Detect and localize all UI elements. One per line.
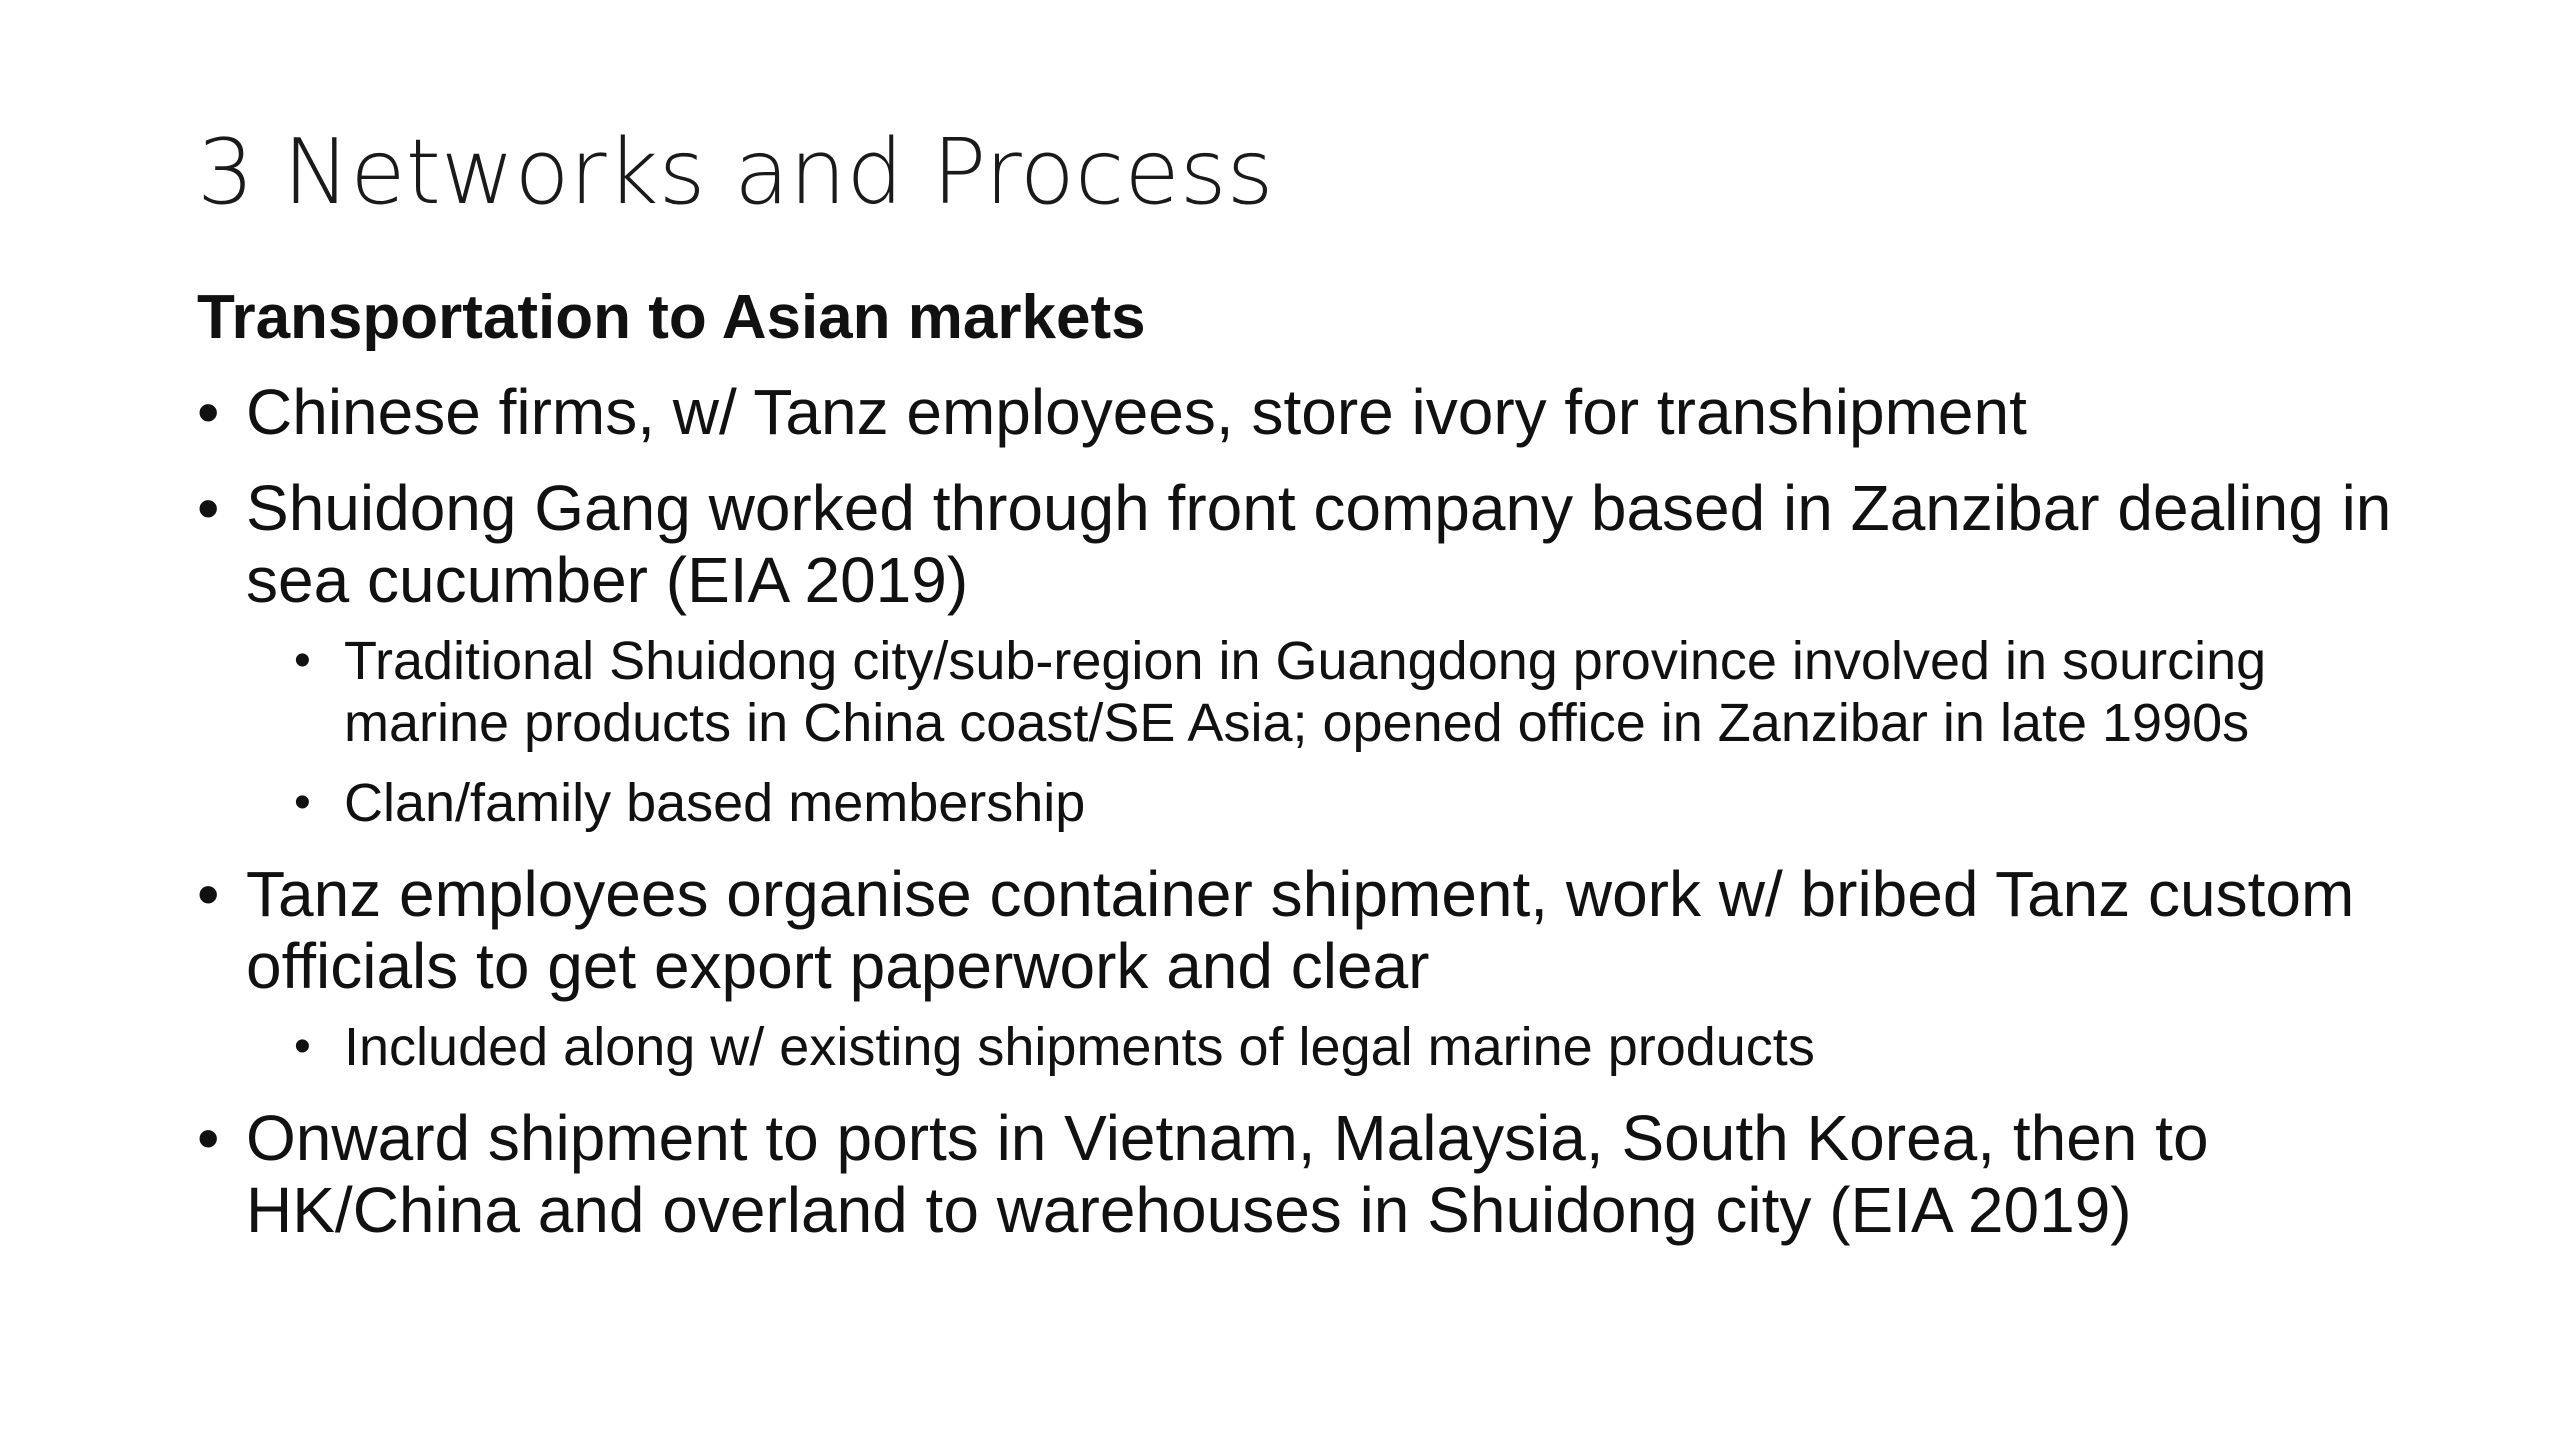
bullet-text: Chinese firms, w/ Tanz employees, store ivory for transhipment (246, 376, 2027, 448)
sub-bullet-list (294, 1016, 2437, 1078)
sub-bullet-text: Included along w/ existing shipments of legal marine products (344, 1017, 1815, 1077)
bullet-marker: • (197, 1102, 220, 1174)
sub-bullet-marker: • (294, 1020, 311, 1073)
bullet-marker: • (197, 858, 220, 930)
slide-title: 3 Networks and Process (197, 120, 1274, 225)
bullet-item (197, 858, 2437, 1078)
sub-bullet-marker: • (294, 634, 311, 687)
bullet-item (197, 376, 2437, 448)
bullet-text: Shuidong Gang worked through front company based in Zanzibar dealing in sea cucumber (EIA 2019) (246, 472, 2392, 616)
section-heading: Transportation to Asian markets (197, 283, 1146, 352)
bullet-marker: • (197, 472, 220, 544)
bullet-marker: • (197, 376, 220, 448)
sub-bullet-list (294, 630, 2437, 834)
bullet-item (197, 1102, 2437, 1246)
bullet-text: Tanz employees organise container shipment, work w/ bribed Tanz custom officials to get export paperwork and clear (246, 858, 2355, 1002)
slide-content (197, 280, 2437, 1270)
sub-bullet-item (294, 1016, 2437, 1078)
bullet-list (197, 376, 2437, 1246)
bullet-item (197, 472, 2437, 834)
sub-bullet-marker: • (294, 776, 311, 829)
sub-bullet-item (294, 772, 2437, 834)
sub-bullet-text: Traditional Shuidong city/sub-region in Guangdong province involved in sourcing marine products in China coast/SE Asia; opened office in Zanzibar in late 1990s (344, 631, 2267, 753)
bullet-text: Onward shipment to ports in Vietnam, Malaysia, South Korea, then to HK/China and overland to warehouses in Shuidong city (EIA 2019) (246, 1102, 2209, 1246)
sub-bullet-item (294, 630, 2437, 754)
sub-bullet-text: Clan/family based membership (344, 773, 1086, 833)
